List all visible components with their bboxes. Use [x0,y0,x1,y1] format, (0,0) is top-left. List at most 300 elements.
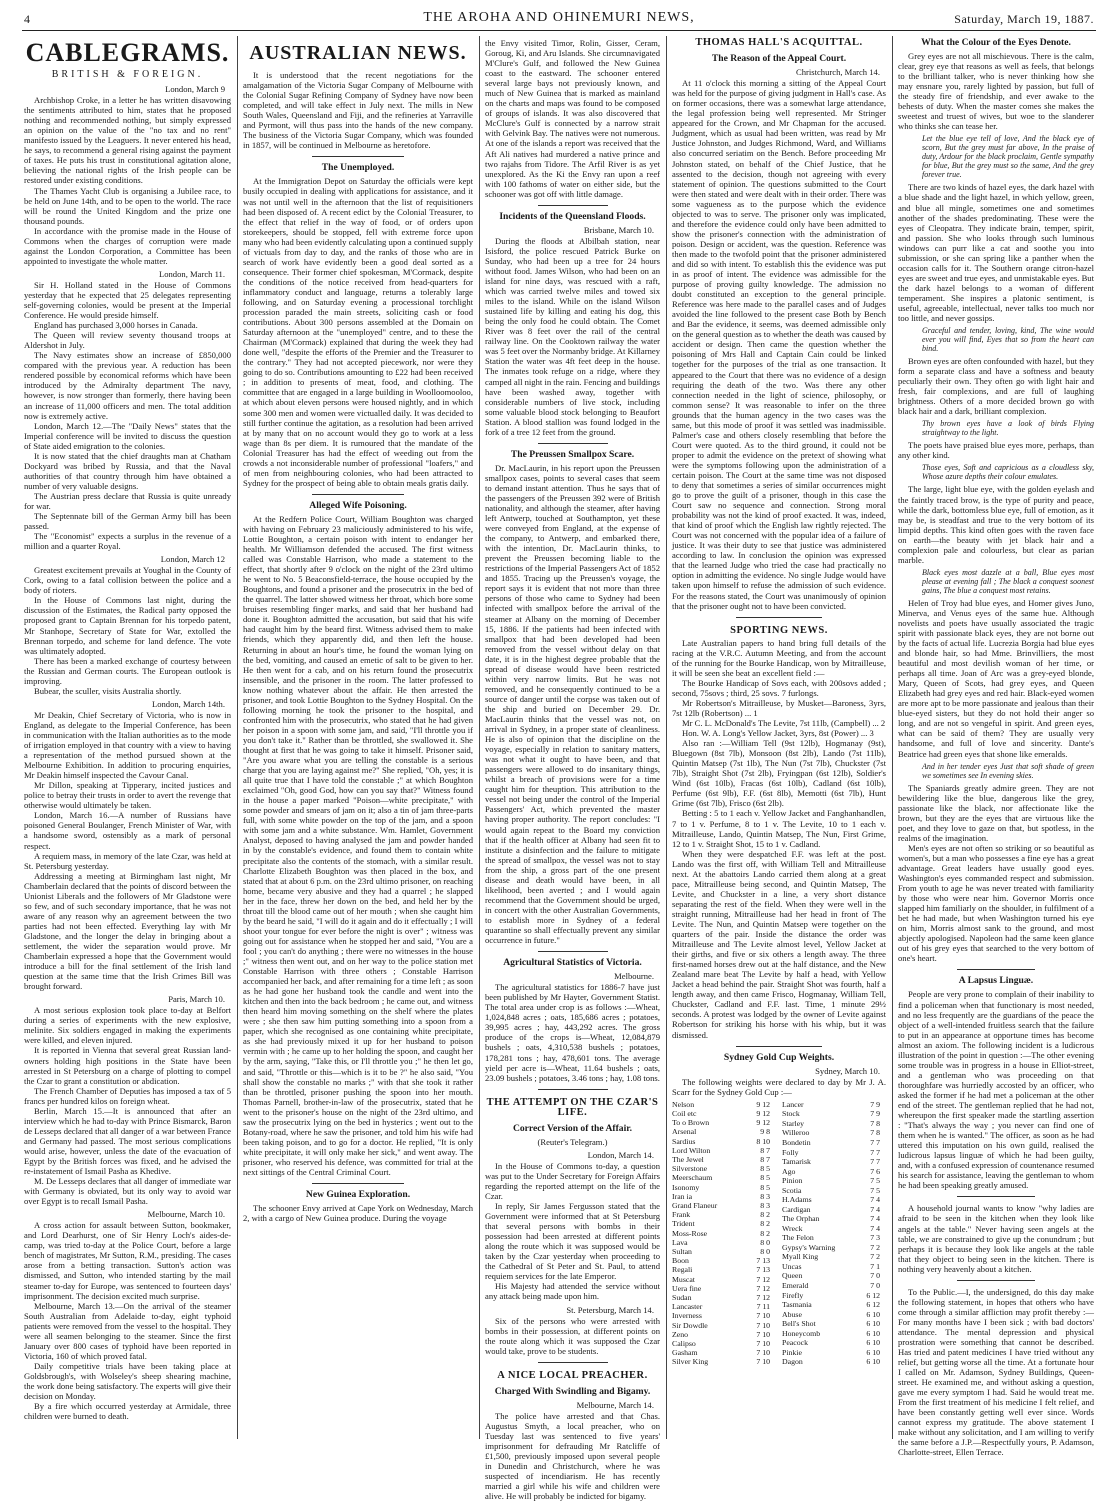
article-paragraph: It is understood that the recent negotiations for the amalgamation of the Victoria Sugar Company of Melbourne with the Colonial Sugar Refining Company of Sydney have now been completed, and will take effect in July next. The mills in New South Wales, Queensland and Fiji, and the refineries at Yarraville and Pyrmont, will thus pass into the hands of the new company. The business of the Victoria Sugar Company, which was founded in 1857, will be continued in Melbourne as heretofore. [243,70,473,151]
article-paragraph: Greatest excitement prevails at Youghal in the County of Cork, owing to a fatal collision between the police and a body of rioters. [24,565,231,596]
article-paragraph: At the Immigration Depot on Saturday the officials were kept busily occupied in dealing with applications for assistance, and it was not until well in the afternoon that the list of requisitioners had been disposed of. A recent edict by the Colonial Treasurer, to the effect that relief in the way of food, or of orders upon storekeepers, should be stopped, fell with extreme force upon many who had been evidently calculating upon a continued supply of victuals from day to day, and the ranks of those who are in search of work have evidently been a good deal sorted as a consequence. Their former chief spokesman, M'Cormack, despite the conditions of the notice received from head-quarters for inflammatory conduct and language, returns a tolerably large following, and on Saturday evening a processional torchlight procession paraded the main streets, soliciting cash or food contributions. About 300 persons assembled at the Domain on Saturday afternoon at the "unemployed" centre, and to these the Chairman (M'Cormack) explained that during the week they had done well, "despite the efforts of the Premier and the Treasurer to the contrary." They had not accepted piecework, nor were they going to do so. Contributions amounting to £22 had been received ; in addition to presents of meat, food, and clothing. The committee that are engaged in a large building in Woolloomooloo, at which about eleven persons were housed nightly, and in which some 300 men and women were victualled daily. It was decided to still further continue the agitation, as a resolution had been arrived at by many that on no account would they go to work at a less wage than 8s per diem. It is rumoured that the mandate of the Colonial Treasurer has had the effect of weeding out from the crowds a not inconsiderable number of professional "loafers," and of men from neighbouring colonies, who had been attracted to Sydney for the prospect of being able to obtain meals gratis daily. [243,176,473,488]
horse-weight: 8 5 [760,1164,770,1174]
weight-row [782,1224,886,1234]
horse-weight: 7 4 [870,1214,880,1224]
article-paragraph: Dr. MacLaurin, in his report upon the Preussen smallpox cases, points to several cases that seem to demand instant attention. Thus he says that of the passengers of the Preussen 392 were of British nationality, and although the steamer, after having left Antwerp, touched at Southampton, yet these were conveyed from England, at the expense of the company, to Antwerp, and embarked there, with the intention, Dr. MacLaurin thinks, to prevent the Preussen becoming liable to the restrictions of the Imperial Passengers Act of 1852 and 1855. Tracing up the Preussen's voyage, the report says it is evident that not more than three persons of those who came to Sydney had been infected with smallpox before the arrival of the steamer at Albany on the morning of December 15, 1886. If the patients had been infected with smallpox that had been developed had been removed from the vessel without delay on that date, it is in the highest degree probable that the spread of disease would have been restricted within very narrow limits. But he was not removed, and he consequently continued to be a source of danger until the corpse was taken out of the ship and buried on December 29. Dr. MacLaurin thinks that the vessel was not, on arrival in Sydney, in a proper state of cleanliness. He is also of opinion that the discipline on the voyage, especially in relation to sanitary matters, was not what it ought to have been, and that passengers were allowed to do insanitary things, whilst a breach of provisions were for a time caught him for theuption. This attribution to the vessel not being under the control of the Imperial Passengers' Act, which prevented the master having proper authority. The report concludes: "I would again repeat to the Board my conviction that if the health officer at Albany had seen fit to institute a disinfection and the failure to mitigate the spread of smallpox, the vessel was not to stay from the ship, a gross part of the one present disease and death would have been, in all likelihood, been averted ; and I would again recommend that the Government should be urged, in concert with the other Australian Governments, to establish more in Sydney of a federal quarantine so shall effectually prevent any similar occurrence in future." [485,462,660,946]
weight-row [672,1137,776,1146]
horse-weight: 6 10 [866,1357,880,1367]
horse-name: To o Brown [672,1118,710,1128]
article-paragraph: Daily competitive trials have been taking place at Goldsbrough's, with Wolseley's sheep shearing machine, the work done being satisfactory. The experts will give their decision on Monday. [24,1360,231,1402]
horse-weight: 7 7 [870,1157,880,1167]
article-paragraph: Melbourne, March 13.—On the arrival of the steamer South Australian from Adelaide to-day, eight typhoid patients were removed from the vessel to the hospital. They were all seamen belonging to the steamer. Since the first January over 800 cases of typhoid have been reported in Victoria, 160 of which proved fatal. [24,1300,231,1361]
article-paragraph: A most serious explosion took place to-day at Belfort during a series of experiments with the new explosive, melinite. Six soldiers engaged in making the experiments were killed, and eleven injured. [24,1005,231,1046]
horse-weight: 8 0 [760,1237,770,1247]
article-heading: What the Colour of the Eyes Denote. [921,37,1071,48]
column-hall-acquittal [672,38,886,1439]
horse-weight: 7 7 [870,1138,880,1148]
horse-name: Frank [672,1210,691,1220]
horse-name: Boon [672,1256,689,1266]
horse-name: Arsenal [672,1127,697,1137]
article-paragraph: London, March 12.—The "Daily News" states that the Imperial conference will be invited to discuss the question of State aided emigration to the colonies. [24,420,231,451]
weight-row [782,1300,886,1310]
article-paragraph: In accordance with the promise made in the House of Commons when the charges of corruption were made against the London Corporation, a Committee has been appointed to investigate the whole matter. [24,225,231,266]
article-paragraph: A household journal wants to know "why ladies are afraid to be seen in the kitchen when they look like angels at the table." Never having seen angels at the table, we are constrained to give up the conundrum ; but perhaps it is because they look like angels at the table that they object to being seen in the kitchen. There is nothing very heavenly about a kitchen. [898,1203,1094,1274]
article-heading: Sydney Gold Cup Weights. [723,1051,835,1063]
race-result: Mr C. L. McDonald's The Levite, 7st 11lb, (Campbell) ... 2 [682,718,886,729]
article-paragraph: Berlin, March 15.—It is announced that after an interview which he had to-day with Prince Bismarck, Baron de Lesseps declared that all danger of a war between France and Germany had passed. The most serious complications would arise, however, unless the date of the evacuation of Egypt by the British forces was fixed, and he advised the re-instatement of Ismail Pasha as Khedive. [24,1105,231,1177]
weight-row [672,1100,776,1109]
article-paragraph: The "Economist" expects a surplus in the revenue of a million and a quarter Royal. [24,531,231,552]
horse-name: Lord Wilton [672,1145,711,1155]
column-divider [237,36,238,1439]
dateline: London, March 9 [165,84,225,95]
issue-date: Saturday, March 19, 1887. [954,12,1094,26]
horse-weight: 7 4 [870,1195,880,1205]
horse-name: Sardius [672,1136,696,1146]
weight-row [782,1262,886,1272]
divider [312,494,404,495]
article-heading: Alleged Wife Poisoning. [309,499,407,511]
horse-weight: 7 10 [756,1311,770,1321]
article-paragraph: Grey eyes are not all mischievous. There is the calm, clear, grey eye that reasons as well as feels, that belongs to the brilliant talker, who is never thinking how she may ensnare you, rarely lighted by passion, but full of the steady fire of friendship, and ever awake to the behests of duty. When the master comes she makes the sweetest and truest of wives, but woe to the slanderer who thinks she can tease her. [898,51,1094,132]
article-paragraph: The following weights were declared to day by Mr J. A. Scarr for the Sydney Gold Cup :— [672,1076,886,1097]
weight-row [672,1118,776,1127]
column-queensland-floods [485,38,660,1501]
weight-row [672,1293,776,1302]
horse-name: Myall King [782,1252,819,1262]
horse-weight: 7 3 [870,1233,880,1243]
horse-name: The Felon [782,1233,814,1243]
race-result: Hon. W. A. Long's Yellow Jacket, 3yrs, 8st (Power) ... 3 [682,728,874,739]
weight-row [672,1146,776,1155]
weight-row [672,1302,776,1311]
weight-row [782,1119,886,1129]
horse-name: Cardigan [782,1204,811,1214]
weight-row [672,1284,776,1293]
article-paragraph: The poets have praised blue eyes more, perhaps, than any other kind. [898,440,1094,461]
weight-row [782,1109,886,1119]
article-paragraph: Sir H. Holland stated in the House of Commons yesterday that he expected that 25 delegates representing self-governing colonies, would be present at the Imperial Conference. He would preside himself. [24,279,231,321]
horse-name: Scotia [782,1185,802,1195]
horse-weight: 7 12 [756,1293,770,1302]
horse-weight: 9 12 [756,1099,770,1109]
weight-row [672,1311,776,1320]
horse-weight: 6 10 [866,1319,880,1329]
weight-row [672,1330,776,1339]
article-paragraph: London, March 16.—A number of Russians have poisoned General Boulanger, French Minister of War, with a handsome sword, ostensibly as a mark of personal respect. [24,810,231,851]
weight-row [782,1128,886,1138]
article-heading: Agricultural Statistics of Victoria. [503,957,642,969]
weight-row [672,1155,776,1164]
article-paragraph: The agricultural statistics for 1886-7 have just been published by Mr Hayter, Government Statist. The total area under crop is as follows :—Wheat, 1,024,848 acres ; oats, 185,686 acres ; potatoes, 39,995 acres ; hay, 443,292 acres. The gross produce of the crops is—Wheat, 12,084,879 bushels ; oats, 4,310,538 bushels ; potatoes, 178,281 tons ; hay, 478,601 tons. The average yield per acre is—Wheat, 11.64 bushels ; oats, 23.09 bushels ; potatoes, 3.46 tons ; hay, 1.08 tons. [485,982,660,1083]
newspaper-title: THE AROHA AND OHINEMURI NEWS, [423,10,695,25]
horse-name: Uncas [782,1261,802,1271]
weight-row [672,1357,776,1366]
article-paragraph: Helen of Troy had blue eyes, and Homer gives Juno, Minerva, and Venus eyes of the same hue. Although novelists and poets have usually associated the tragic spirit with passionate black eyes, they are not borne out by the facts of actual life. Lucrezia Borgia had blue eyes and blonde hair, so had Mme. Brinvilliers, the most beautiful and most devilish woman of her time, or perhaps all time. Joan of Arc was a grey-eyed blonde, Mary, Queen of Scots, had grey eyes, and Queen Elizabeth had grey eyes and red hair. Black-eyed women are more apt to be more passionate and jealous than their blue-eyed sisters, but they do not hold their anger so long, and are not so vengeful in spirit. And green eyes, what can be said of them? They are usually very handsome, and full of love and sincerity. Dante's Beatrice had green eyes that shone like emeralds. [898,597,1094,759]
weight-row [782,1205,886,1215]
advertisement: To the Public.—I, the undersigned, do this day make the following statement, in hopes that others who have come through a similar affliction may profit thereby :—For many months have I been sick ; with bad doctors' attendance. The mental depression and physical prostration were something that cannot be described. Has tried and patent medicines I have tried without any relief, but getting worse all the time. At a fortunate hour I called on Mr. Adamson, Sydney Buildings, Queen-street. He examined me, and without asking a question, gave me every symptom I had. Said he would treat me. From the first treatment of his medicine I felt relief, and have been constantly getting well ever since. Words cannot express my gratitude. The above statement I make without any solicitation, and I am willing to verify the same before a J.P.—Respectfully yours, P. Adamson, Charlotte-street, Ellen Terrace. [898,1286,1094,1458]
horse-name: Peacock [782,1338,808,1348]
horse-name: Regali [672,1265,693,1275]
weight-row [672,1192,776,1201]
article-paragraph: Mr Dillon, speaking at Tipperary, incited justices and police to betray their trusts in order to avert the revenge that otherwise would ultimately be taken. [24,780,231,811]
column-cablegrams [24,38,231,1439]
weight-row [782,1157,886,1167]
horse-weight: 6 10 [866,1328,880,1338]
article-paragraph: The Septennate bill of the German Army bill has been passed. [24,511,231,532]
horse-name: Lancaster [672,1302,703,1312]
weight-row [782,1338,886,1348]
horse-name: Starley [782,1118,805,1128]
horse-weight: 8 2 [760,1219,770,1229]
article-paragraph: Also ran :—William Tell (9st 12lb), Hogmanay (9st), Bluegown (8st 7lb), Monsoon (8st 2lb), Lando (7st 11lb), Quintin Matsep (7st 1lb), The Nun (7st 7lb), Chuckster (7st 7lb), Straight Shot (7st 2lb), Fryingpan (6st 12lb), Soldier's Wind (6st 10lb), Fracas (6st 10lb), Cadland (6st 10lb), Perfume (6st 9lb), F.F. (6st 8lb), Memotti (6st 7lb), Hunt Grime (6st 7lb), Frisco (6st 2lb). [672,738,886,809]
article-subheading: The Reason of the Appeal Court. [711,53,847,65]
article-paragraph: Bubear, the sculler, visits Australia shortly. [34,685,182,696]
horse-weight: 7 13 [756,1256,770,1266]
horse-weight: 7 5 [870,1185,880,1195]
article-paragraph: In reply, Sir James Fergusson stated that the Government were informed that at St Petersburg that several persons with bombs in their possession had been arrested at different points along the route which it was supposed would be taken by the Czar yesterday when proceeding to the Cathedral of St Peter and St. Paul, to attend requiem services for the late Emperor. [485,1201,660,1282]
weight-row [782,1252,886,1262]
horse-weight: 7 10 [756,1329,770,1339]
article-paragraph: The schooner Envy arrived at Cape York on Wednesday, March 2, with a cargo of New Guinea produce. During the voyage [243,1203,473,1224]
horse-weight: 7 10 [756,1339,770,1349]
article-paragraph: By a fire which occurred yesterday at Armidale, three children were burned to death. [24,1401,231,1422]
verse: Thy brown eyes have a look of birds Flying straightway to the light. [922,419,1094,438]
horse-weight: 7 13 [756,1265,770,1275]
weight-row [672,1339,776,1348]
weight-row [672,1256,776,1265]
article-heading: THE ATTEMPT ON THE CZAR'S LIFE. [486,1096,659,1118]
horse-name: The Jewel [672,1154,704,1164]
article-heading: A Lapsus Linguæ. [958,975,1034,987]
masthead-rule [22,30,1096,31]
article-paragraph: The Austrian press declare that Russia is quite unready for war. [24,490,231,511]
article-paragraph: The Navy estimates show an increase of £850,000 compared with the previous year. A reduction has been rendered possible by economical reforms which have been introduced by the Admiralty department The navy, however, is now stronger than formerly, there having been an increase of 11,000 officers and men. The total addition now is extremely active. [24,350,231,421]
horse-weight: 6 12 [866,1290,880,1300]
column-divider [892,36,893,1439]
weight-row [782,1186,886,1196]
horse-name: Lancer [782,1099,804,1109]
column-divider [666,36,667,1439]
horse-weight: 7 4 [870,1204,880,1214]
verse: Those eyes, Soft and capricious as a cloudless sky, Whose azure depths their colour emulates. [922,463,1094,482]
horse-weight: 6 10 [866,1309,880,1319]
article-paragraph: Men's eyes are not often so striking or so beautiful as women's, but a man who possesses a fine eye has a great advantage. Great leaders have usually good eyes. Washington's eyes commanded respect and submission. From youth to age he was never treated with familiarity by those who were near him. Governor Morris once slapped him familiarly on the shoulder, in fulfilment of a bet he had made, but when Washington turned his eye on him, Morris almost sank to the ground, and most abjectly apologised. Napoleon had the same keen glance out of his grey eyes that searched to the very bottom of one's heart. [898,842,1094,964]
weight-row [672,1201,776,1210]
article-paragraph: In the House of Commons last night, during the discussion of the Estimates, the Radical party opposed the proposed grant to Captain Brennan for his torpedo patent, Mr Stanhope, Secretary of State for War, extolled the Brennan torpedo, and scheme for land defence. The vote was ultimately adopted. [24,595,231,656]
article-paragraph: The Spaniards greatly admire green. They are not bewildering like the blue, dangerous like the grey, passionate like the black, nor affectionate like the brown, but they are the eyes that are virtuous like the poet, and they love to gaze on that, but spotless, in the realms of the imagination. [898,782,1094,843]
divider [736,617,822,618]
weight-row [782,1233,886,1243]
horse-weight: 8 5 [760,1173,770,1183]
dateline: St. Petersburg, March 14. [566,1304,654,1315]
horse-weight: 6 10 [866,1338,880,1348]
dateline: Melbourne, March 14. [576,1399,654,1410]
horse-name: Isonomy [672,1182,700,1192]
weights-list-left [672,1100,776,1367]
horse-name: Inverness [672,1311,702,1321]
weight-row [672,1238,776,1247]
weight-row [782,1214,886,1224]
weight-row [672,1164,776,1173]
verse: Graceful and tender, loving, kind, The wine would ever you will find, Eyes that so from the heart can bind. [922,326,1094,354]
weight-row [782,1195,886,1205]
horse-weight: 8 2 [760,1228,770,1238]
article-paragraph: The Thames Yacht Club is organising a Jubilee race, to be held on June 14th, and to be open to the world. The race will be round the United Kingdom and the prize one thousand pounds. [24,185,231,226]
weight-row [672,1219,776,1228]
horse-name: Nelson [672,1099,695,1109]
article-paragraph: Six of the persons who were arrested with bombs in their possession, at different points on the route along which it was supposed the Czar would take, prove to be students. [485,1315,660,1356]
article-paragraph: England has purchased 3,000 horses in Canada. [34,320,198,331]
horse-weight: 7 8 [870,1128,880,1138]
divider [957,1280,1035,1281]
horse-name: Tasmania [782,1300,812,1310]
weight-row [782,1328,886,1338]
horse-name: Bondetin [782,1138,811,1148]
horse-weight: 8 7 [760,1145,770,1155]
page-number: 4 [24,12,31,26]
divider [538,443,608,444]
weights-list-right [782,1100,886,1367]
article-paragraph: In the House of Commons to-day, a question was put to the Under Secretary for Foreign Affairs regarding the reported attempt on the life of the Czar. [485,1160,660,1202]
horse-name: Zeno [672,1329,689,1339]
article-paragraph: Archbishop Croke, in a letter he has written disavowing the sentiments attributed to him, states that he proposed nothing and recommended nothing, but simply expressed an opinion on the value of the "no tax and no rent" manifesto issued by the Leaguers. It never entered his head, he says, to recommend a general rising against the payment of taxes. He puts his trust in constitutional agitation alone, believing the national rights of the Irish people can be restored under existing conditions. [24,95,231,186]
article-paragraph: The large, light blue eye, with the golden eyelash and the faintly traced brow, is the type of purity and peace, while the dark, bottomless blue eye, full of emotion, as it may be, is steadfast and true to the very bottom of its limpid depths. This kind often goes with the raven face on earth—the beauty with jet black hair and a complexion pale and colourless, but clear as parian marble. [898,484,1094,565]
article-paragraph: The French Chamber of Deputies has imposed a tax of 5 francs per hundred kilos on foreign wheat. [24,1085,231,1106]
dateline: Melbourne. [614,971,654,982]
horse-name: Pinkie [782,1347,802,1357]
verse: Let the blue eye tell of love, And the black eye of scorn, But the grey must far above, In the praise of duty, Ardour for the black proclaim, Gentle sympathy for blue, But the grey must so the same, And the grey forever true. [922,134,1094,180]
divider [538,951,608,952]
weights-table [672,1100,886,1367]
weight-row [672,1183,776,1192]
horse-name: Emerald [782,1280,809,1290]
article-paragraph: During the floods at Albilbah station, near Isisford, the police rescued Patrick Burke on Sunday, who had been up a tree for 24 hours without food. James Wilson, who had been on an island for nine days, was rescued with a raft, which was carried twelve miles and towed six miles to the island. While on the island Wilson sustained life by killing and eating his dog, this being the only food he could obtain. The Comet River was 8 feet over the rail of the central railway line. On the Cooktown railway the water was 5 feet over the Normanby bridge. At Killarney Station the water was 4ft feet deep in the house. The inmates took refuge on a ridge, where they camped all night in the rain. Fencing and buildings have been washed away, together with considerable numbers of live stock, including some valuable blood stock belonging to Beaufort Station. A blood stallion was found lodged in the fork of a tree 12 feet from the ground. [485,235,660,437]
horse-weight: 7 8 [870,1118,880,1128]
horse-name: Calipso [672,1339,696,1349]
article-paragraph: At 11 o'clock this morning a sitting of the Appeal Court was held for the purpose of giving judgment in Hall's case. As on former occasions, there was a somewhat large attendance, the legal profession being well represented. Mr Stringer appeared for the Crown, and Mr Chapman for the accused. Judgment, which as usual had been written, was read by Mr Justice Johnston, and Judges Richmond, Ward, and Williams also concurred seriatim on the Bench. Before proceeding Mr Johnston stated, on behalf of the Chief Justice, that he assented to the decision, though not agreeing with every statement of opinion. The questions submitted to the Court were then stated and were dealt with in their order. There was some vagueness as to the purpose which the evidence objected to was to serve. The prisoner only was implicated, and therefore the evidence could only have been admitted to show the prisoner's connection with the administration of poison. Design or accident, was the question. Reference was then made to the twofold point that the prisoner administered and did so with intent. To establish this the evidence was put in as proof of intent. The evidence was admissible for the purpose of proving guilty knowledge. The admission no doubt constituted an exception to the general principle. Reference was here made to the parallel cases and of Judges avoided the line followed to the present case Both by Bench and Bar the evidence, it seems, was deemed admissible only on the general question as to whether the death was caused by accident or design. Then came the question whether the poisoning of Mrs Hall and Captain Cain could be linked together for the purposes of the trial as one transaction. It appeared to the Court that there was no evidence of a design requiring the death of the two. Was there any other connection needed in the light of science, philosophy, or common sense? It was reasonable to infer on the three grounds that the human agency in the two cases was the same, but this mode of proof it was settled was inadmissible. Palmer's case and others closely resembling that before the Court were quoted. As to the third ground, it could not be proper to admit the evidence on the pretext of showing what were the symptoms following upon the administration of a certain poison. The Court at the same time was not disposed to deny that sometimes a series of similar occurrences might go to prove the guilt of a prisoner, though in this case the Court saw no sequence and connection. Strong moral probability was not the kind of proof exacted. It was, indeed, that kind of proof which the English law rightly rejected. The Court was not concerned with the popular idea of a failure of justice. It was their duty to see that justice was administered according to law. In conclusion the opinion was expressed that the learned Judge who tried the case had practically no option in admitting the evidence. No single Judge would have taken upon himself to refuse the admission of such evidence. For the reasons stated, the Court was unanimously of opinion that the prisoner ought not to have been convicted. [672,78,886,611]
horse-name: Coil etc [672,1108,697,1118]
horse-name: Gasham [672,1348,698,1358]
horse-weight: 7 6 [870,1166,880,1176]
horse-name: Silver King [672,1357,709,1367]
verse: And in her tender eyes Just that soft shade of green we sometimes see In evening skies. [922,761,1094,780]
dateline: London, March 14th. [151,698,225,709]
horse-weight: 7 10 [756,1357,770,1367]
horse-weight: 7 12 [756,1283,770,1293]
article-paragraph: People are very prone to complain of their inability to find a policeman when that functionary is most needed, and no less frequently are the guardians of the peace the object of a well-intended fruitless search that the failure to put in an appearance at opportune times has become almost an axiom. The following incident is a ludicrous illustration of the point in question :—The other evening some trouble was in progress in a house in Elliot-street, and a gentleman who was proceeding on that thoroughfare was hurriedly accosted by an officer, who asked the former if he had met a policeman at the other end of the street. The gentleman replied that he had not, whereupon the first speaker made the startling assertion : "That's always the way ; you never can find one of them when he is wanted." The officer, as soon as he had uttered this imputation on his own guild, realised the ludicrous lapsus linguæ of which he had been guilty, and, with a confused expression of countenance resumed his search for assistance, leaving the gentleman to whom he had been speaking greatly amused. [898,989,1094,1191]
horse-name: The Orphan [782,1214,820,1224]
horse-weight: 7 9 [870,1109,880,1119]
horse-weight: 8 2 [760,1210,770,1220]
article-paragraph: Late Australian papers to hand bring full details of the racing at the V.R.C. Autumn Meeting, and from the account of the running for the Bourke Handicap, won by Mitrailleuse, it will be seen she beat an excellent field :— [672,637,886,678]
dateline: Paris, March 10. [168,994,225,1005]
horse-name: Tamarisk [782,1157,811,1167]
horse-weight: 8 10 [756,1136,770,1146]
horse-weight: 7 1 [870,1261,880,1271]
horse-name: Grand Flaneur [672,1200,718,1210]
weight-row [672,1229,776,1238]
weight-row [782,1166,886,1176]
horse-weight: 7 12 [756,1274,770,1284]
race-result: Mr Robertson's Mitrailleuse, by Musket—Baroness, 3yrs, 7st 12lb (Robertson) ... 1 [672,697,886,718]
horse-name: Honeycomb [782,1328,821,1338]
horse-weight: 8 7 [760,1154,770,1164]
section-heading: CABLEGRAMS. [25,38,230,67]
horse-name: Sudan [672,1293,692,1302]
article-paragraph: There are two kinds of hazel eyes, the dark hazel with a blue shade and the light hazel, in which yellow, green, and blue all mingle, sometimes one and sometimes another of the shades predominating. These were the eyes of Cleopatra. They indicate brain, temper, spirit, and passion. She who looks through such luminous windows can purr like a cat and soothe you into submission, or she can spring like a panther when the occasion calls for it. The Southern orange citron-hazel eyes are sweet and true eyes, and unmistakable eyes. But the dark hazel belongs to a woman of different temperament. She inspires a platonic sentiment, is useful, agreeable, intellectual, never talks too much nor too little, and never gossips. [898,182,1094,324]
horse-name: Gypsy's Warning [782,1242,836,1252]
article-paragraph: There has been a marked exchange of courtesy between the Russian and German courts. The European outlook is improving. [24,655,231,686]
section-heading: AUSTRALIAN NEWS. [249,42,467,64]
horse-name: Ago [782,1166,796,1176]
article-paragraph: Brown eyes are often confounded with hazel, but they form a separate class and have a softness and beauty peculiarly their own. They often go with light hair and fresh, fair complexions, and are full of laughing brightness. Others of a more decided brown go with black hair and a dark, brilliant complexion. [898,356,1094,417]
divider [957,1196,1035,1197]
weight-row [782,1348,886,1358]
weight-row [672,1247,776,1256]
weight-row [782,1319,886,1329]
dateline: Christchurch, March 14. [795,67,880,78]
horse-weight: 7 2 [870,1252,880,1262]
article-paragraph: Addressing a meeting at Birmingham last night, Mr Chamberlain declared that the points of discord between the Unionist Liberals and the followers of Mr Gladstone were so few, and of such secondary importance, that he was not aware of any reason why an agreement between the two parties had not been effected. Everything lay with Mr Gladstone, and the longer the delay in bringing about a settlement, the wider the separation would prove. Mr Chamberlain expressed a hope that the Government would introduce a bill for the final settlement of the Irish land question at the same time that the Irish Crimes Bill was brought forward. [24,870,231,992]
weight-row [782,1309,886,1319]
horse-weight: 7 0 [870,1271,880,1281]
article-paragraph: The Bourke Handicap of Sovs each, with 200sovs added ; second, 75sovs ; third, 25 sovs. 7 furlongs. [672,677,886,698]
article-subheading: Correct Version of the Affair. [512,1122,633,1134]
horse-name: Pinion [782,1176,803,1186]
horse-weight: 9 12 [756,1118,770,1128]
horse-weight: 7 7 [870,1147,880,1157]
horse-weight: 8 0 [760,1246,770,1256]
horse-name: Stock [782,1109,800,1119]
dateline: London, March 12 [160,554,225,565]
horse-name: Muscat [672,1274,695,1284]
horse-weight: 7 2 [870,1242,880,1252]
weight-row [672,1321,776,1330]
weight-row [782,1290,886,1300]
column-australian-news [243,38,473,1439]
weight-row [672,1275,776,1284]
article-paragraph: A requiem mass, in memory of the late Czar, was held at St. Petersburg yesterday. [24,850,231,871]
article-paragraph: When they were despatched F.F. was left at the post. Lando was the first off, with William Tell and Mitrailleuse next. At the abattoirs Lando carried them along at a great pace, Mitrailleuse being second, and Quintin Matsep, The Levite, and Chuckster in a line, a very short distance separating the rest of the field. When they were well in the straight running, Mitrailleuse had her head in front of The Levite. The Nun, and Quintin Matsep were together on the quarters of the pair. Inside the distance the order was Mitrailleuse and The Levite almost level, Yellow Jacket at their girths, and five or six others a length away. The three first-named horses drew out at the half distance, and the New Zealand mare beat The Levite by half a head, with Yellow Jacket a head behind the pair. Straight Shot was fourth, half a length away, and then came Frisco, Hogmanay, William Tell, Chuckster, Cadland and F.F. last. Time, 1 minute 29½ seconds. A protest was lodged by the owner of Levite against Robertson for striking his horse with his whip, but it was dismissed. [672,848,886,1040]
horse-weight: 7 9 [870,1099,880,1109]
horse-name: Silverstone [672,1164,708,1174]
horse-weight: 6 10 [866,1347,880,1357]
horse-name: Wreck [782,1223,803,1233]
article-paragraph: At the Redfern Police Court, William Boughton was charged with having on February 23 maliciously administered to his wife, Lottie Boughton, a certain poison with intent to endanger her health. Mr Williamson defended the accused. The first witness called was Constable Harrison, who made a statement to the effect, that shortly after 9 o'clock on the night of the 23rd ultimo he went to No. 5 Beaconsfield-terrace, the house occupied by the Boughtons, and found a prisoner and the prosecutrix in the bed of the quarrel. The latter showed witness her throat, which bore some bruises resembling finger marks, and said that her husband had done it. Boughton admitted the accusation, but said that his wife had caught him by the beard first. Witness advised them to make friends, which they apparently did, and then left the house. Returning in about an hour's time, he found the woman lying on the bed, vomiting, and caused an emetic of salt to be given to her. He then went for a cab, and on his return found the prosecutrix insensible, and the prisoner in the room. The latter professed to know nothing whatever about the affair. He then arrested the prisoner, and took Lottie Boughton to the Sydney Hospital. On the following morning he took the prisoner to the hospital, and confronted him with the prosecutrix, who stated that he had given her poison in a spoon with some jam, and said, "I'll throttle you if you don't take it." Rather than be throttled, she swallowed it. She thought at first that he was going to take it himself. Prisoner said, "Are you aware what you are telling the constable is a serious charge that you are laying against me?" She replied, "Oh, yes; it is all quite true that I have told the constable ;" at which Boughton exclaimed "Oh, good God, how can you say that?" Witness found in the house a paper marked "Poison—white precipitate," with some powder and smears of jam on it; also a tin of jam three-parts full, with some white powder on the top of the jam, and a spoon with some jam and a white substance. Wm. Hamlet, Government Analyst, deposed to having analysed the jam and powder handed in by the constable's evidence, and found them to contain white precipitate also the contents of the stomach, with a similar result. Charlotte Elizabeth Boughton was then placed in the box, and stated that at about 6 p.m. on the 23rd ultimo prisoner, on reaching home, became very abusive and they had a quarrel ; he slapped her in the face, threw her down on the bed, and held her by the throat till the blood came out of her mouth ; when she caught him by the beard he said, "I will do it again and do it effectually ; I will shoot your tongue for ever before the night is over" ; witness was going out for assistance when he stopped her and said, "You are a fool ; you can't do anything ; there were no witnesses in the house ;" witness then went out, and on her way to the police station met Constable Harrison with three others ; Constable Harrison accompanied her back, and after remaining for a time left ; as soon as he had gone her husband took the candle and went into the kitchen and then into the back bedroom ; he came out, and witness then heard him moving something on the shelf where the plates were ; she then saw him putting something into a spoon from a paper, which she recognised as one containing white precipitate, as she had previously mixed it up for her husband to poison vermin with ; he came up to her holding the spoon, and caught her by the arm, saying, "Take this, or I'll throttle you ;" he then let go, and said, "Throttle or this—which is it to be ?" he also said, "You shall show the constable no marks ;" with that she took it rather than be throttled, prisoner pushing the spoon into her mouth. Thomas Parnell, brother-in-law of the prosecutrix, stated that he went to the prisoner's house on the night of the 23rd ultimo, and saw the prosecutrix lying on the bed in hysterics ; went out to the Botany-road, where he saw the prisoner, and told him his wife had been taking poison, and to go for a doctor. He replied, "It is only white precipitate, it will only make her sick," and went away. The prisoner, who reserved his defence, was committed for trial at the next sittings of the Central Criminal Court. [243,513,473,1177]
divider [538,205,608,206]
section-subheading: BRITISH & FOREIGN. [51,69,204,80]
horse-weight: 8 3 [760,1200,770,1210]
horse-name: Firefly [782,1290,804,1300]
article-paragraph: It is now stated that the chief draughts man at Chatham Dockyard was bribed by Russia, and that the Naval authorities of that country through him have obtained a number of very valuable designs. [24,450,231,491]
article-heading: THOMAS HALL'S ACQUITTAL. [695,37,863,48]
dateline: London, March 11. [158,268,225,279]
news-source: (Reuter's Telegram.) [537,1136,608,1147]
horse-weight: 6 12 [866,1300,880,1310]
weight-row [782,1147,886,1157]
article-heading: SPORTING NEWS. [730,624,828,636]
dateline: Brisbane, March 10. [583,224,654,235]
divider [312,156,404,157]
horse-weight: 7 5 [870,1176,880,1186]
weight-row [782,1243,886,1253]
dateline: Sydney, March 10. [815,1065,880,1076]
horse-weight: 8 5 [760,1182,770,1192]
weight-row [782,1100,886,1110]
divider [736,1046,822,1047]
horse-name: Abuse [782,1309,802,1319]
divider [312,1183,404,1184]
article-heading: The Preussen Smallpox Scare. [510,448,635,460]
article-heading: The Unemployed. [321,162,395,174]
article-paragraph: It is reported in Vienna that several great Russian land-owners holding high positions in the State have been arrested in St Petersburg on a charge of plotting to compel the Czar to grant a constitution or abdication. [24,1045,231,1086]
dateline: Melbourne, March 10. [147,1209,225,1220]
article-paragraph: the Envy visited Timor, Rolin, Gisser, Ceram, Goroug, Ki, and Aru Islands. She circumnavigated M'Clure's Gulf, and followed the New Guinea coast to the eastward. The schooner entered several large bays not previously known, and much of New Guinea that is marked as mainland on the charts and maps was found to be composed of groups of islands. It was also discovered that McClure's Gulf is connected by a narrow strait with Gelvink Bay. The natives were not numerous. At one of the islands a report was received that the Aft Ali natives had murdered a native prince and two rajahs from Tidore. The Arfil River is as yet unexplored. As the Ki the Envy ran upon a reef with 100 fathoms of water on either side, but the schooner was got off with little damage. [485,38,660,199]
article-paragraph: The police have arrested and that Chas. Augustus Smyth, a local preacher, who on Tuesday last was sentenced to five years' imprisonment for defrauding Mr Ratcliffe of £1,500, previously imposed upon several people in Dunedin and Christchurch, where he was suspected of incendiarism. He has recently married a girl while his wife and children were alive. He will probably be indicted for bigamy. [485,1410,660,1501]
dateline: London, March 14. [587,1149,654,1160]
horse-weight: 7 0 [870,1280,880,1290]
horse-weight: 7 11 [756,1302,770,1312]
article-paragraph: His Majesty had attended the service without any attack being made upon him. [485,1281,660,1302]
horse-name: Folly [782,1147,799,1157]
horse-weight: 9 8 [760,1127,770,1137]
weight-row [782,1281,886,1291]
divider [538,1089,608,1090]
article-paragraph: A cross action for assault between Sutton, bookmaker, and Lord Dearhurst, one of Sir Henry Loch's aides-de-camp, was tried to-day at the Police Court, before a large bench of magistrates, Mr Sutton, R.M., presiding. The cases arose from a betting transaction. Sutton's action was dismissed, and Sutton, who intended starting by the mail steamer to-day for Europe, was sentenced to fourteen days' imprisonment. The decision excited much surprise. [24,1220,231,1301]
article-paragraph: The Queen will review seventy thousand troops at Aldershot in July. [24,330,231,351]
article-paragraph: M. De Lesseps declares that all danger of immediate war with Germany is obviated, but its only way to avoid war over Egypt is to recall Ismail Pasha. [24,1176,231,1207]
verse: Black eyes most dazzle at a ball, Blue eyes most please at evening fall ; The black a conquest soonest gains, The blue a conquest most retains. [922,567,1094,595]
horse-weight: 7 10 [756,1348,770,1358]
horse-name: Uera fine [672,1283,702,1293]
article-paragraph: Mr Deakin, Chief Secretary of Victoria, who is now in England, as delegate to the Imperial Conference, has been in communication with the Italian authorities as to the mode of irrigation employed in that country with a view to having a representation of the method pursued shown at the Melbourne Exhibition. In addition to procuring enquiries, Mr Deakin himself inspected the Cavour Canal. [24,709,231,781]
horse-weight: 9 12 [756,1108,770,1118]
horse-name: Sultan [672,1246,692,1256]
horse-name: Bell's Shot [782,1319,816,1329]
weight-row [782,1271,886,1281]
column-colour-of-eyes [898,37,1094,1458]
horse-name: Queen [782,1271,803,1281]
horse-name: Lava [672,1237,688,1247]
weight-row [782,1138,886,1148]
weight-row [672,1173,776,1182]
horse-name: Sir Dowdle [672,1320,708,1330]
horse-name: Dagon [782,1357,803,1367]
article-paragraph: Betting : 5 to 1 each v. Yellow Jacket and Fanghanhandlen, 7 to 1 v. Perfume, 8 to 1 v. The Levite, 10 to 1 each v. Mitrailleuse, Lando, Quintin Matsep, The Nun, First Grime, 12 to 1 v. Straight Shot, 15 to 1 v. Cadland. [672,808,886,849]
horse-name: Meerschaum [672,1173,713,1183]
article-heading: New Guinea Exploration. [305,1189,411,1201]
divider [957,969,1035,970]
horse-weight: 7 4 [870,1223,880,1233]
article-subheading: Charged With Swindling and Bigamy. [494,1385,651,1397]
article-heading: A NICE LOCAL PREACHER. [497,1369,648,1381]
weight-row [782,1357,886,1367]
horse-name: H.Adams [782,1195,812,1205]
weight-row [672,1109,776,1118]
weight-row [672,1210,776,1219]
column-divider [479,36,480,1439]
horse-name: Iran ia [672,1191,693,1201]
horse-name: Moss-Rose [672,1228,708,1238]
masthead [24,6,1094,28]
horse-name: Trident [672,1219,695,1229]
horse-name: Willeroo [782,1128,810,1138]
article-heading: Incidents of the Queensland Floods. [499,210,646,222]
weight-row [672,1265,776,1274]
weight-row [672,1127,776,1136]
weight-row [672,1348,776,1357]
